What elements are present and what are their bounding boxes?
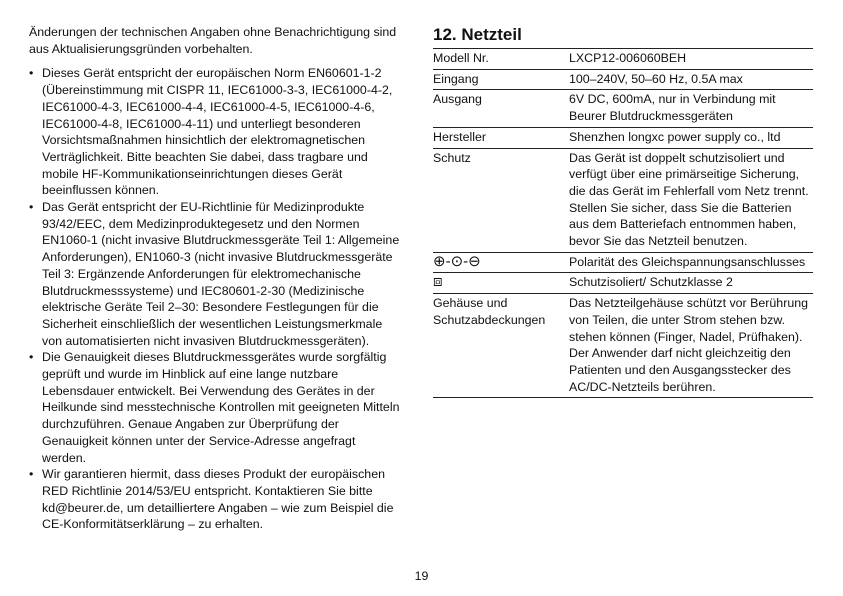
- spec-key: Schutz: [433, 148, 569, 252]
- spec-value: Das Netzteilgehäuse schützt vor Berührung von Teilen, die unter Strom stehen bzw. stehen können (Finger, Nadel, Prüfhaken). Der Anwender darf nicht gleichzeitig den Patienten und den Ausgangsstecker des AC/DC-Netzteils berühren.: [569, 294, 813, 398]
- bullet-icon: •: [29, 66, 34, 81]
- table-row: [433, 49, 813, 70]
- spec-value: Shenzhen longxc power supply co., ltd: [569, 127, 813, 148]
- table-row: [433, 90, 813, 127]
- spec-key: Ausgang: [433, 90, 569, 127]
- polarity-icon: ⊕-⊙-⊖: [433, 252, 569, 273]
- table-row: [433, 69, 813, 90]
- spec-key: Gehäuse und Schutzabdeckungen: [433, 294, 569, 398]
- list-item: [29, 65, 401, 199]
- intro-text: Änderungen der technischen Angaben ohne Benachrichtigung sind aus Aktualisierungsgründen vorbehalten.: [29, 25, 397, 56]
- right-column: [433, 24, 813, 398]
- spec-key: Hersteller: [433, 127, 569, 148]
- bullet-icon: •: [29, 350, 34, 365]
- list-item-text: Das Gerät entspricht der EU-Richtlinie für Medizinprodukte 93/42/EEC, dem Medizinproduktegesetz und den Normen EN1060-1 (nicht invasive Blutdruckmessgeräte Teil 1: Allgemeine Anforderungen), EN1060-3 (nicht invasive Blutdruckmessgeräte Teil 3: Ergänzende Anforderungen für elektromechanische Blutdruckmesssysteme) und IEC80601-2-30 (Medizinische elektrische Geräte Teil 2–30: Besondere Festlegungen für die Sicherheit einschließlich der wesentlichen Leistungsmerkmale von automatisierten nicht invasiven Blutdruckmessgeräten).: [42, 200, 400, 348]
- bullet-icon: •: [29, 467, 34, 482]
- table-row: [433, 127, 813, 148]
- spec-value: Schutzisoliert/ Schutzklasse 2: [569, 273, 813, 294]
- spec-value: 100–240V, 50–60 Hz, 0.5A max: [569, 69, 813, 90]
- spec-value: LXCP12-006060BEH: [569, 49, 813, 70]
- list-item: [29, 466, 401, 533]
- left-column: [29, 24, 401, 533]
- table-row: [433, 148, 813, 252]
- list-item: [29, 199, 401, 349]
- bullet-list: [29, 65, 401, 533]
- section-heading: 12. Netzteil: [433, 25, 522, 44]
- spec-value: Das Gerät ist doppelt schutzisoliert und verfügt über eine primärseitige Sicherung, die das Gerät im Fehlerfall vom Netz trennt. Stellen Sie sicher, dass Sie die Batterien aus dem Batteriefach entnommen haben, bevor Sie das Netzteil benutzen.: [569, 148, 813, 252]
- list-item-text: Wir garantieren hiermit, dass dieses Produkt der europäischen RED Richtlinie 2014/53/EU entspricht. Kontaktieren Sie bitte kd@beurer.de, um detailliertere Angaben – wie zum Beispiel die CE-Konformitätserklärung – zu erhalten.: [42, 467, 394, 532]
- spec-value: Polarität des Gleichspannungsanschlusses: [569, 252, 813, 273]
- bullet-icon: •: [29, 200, 34, 215]
- list-item: [29, 349, 401, 466]
- spec-table: [433, 48, 813, 398]
- spec-value: 6V DC, 600mA, nur in Verbindung mit Beurer Blutdruckmessgeräten: [569, 90, 813, 127]
- list-item-text: Dieses Gerät entspricht der europäischen Norm EN60601-1-2 (Übereinstimmung mit CISPR 11, IEC61000-3-3, IEC61000-4-2, IEC61000-4-3, IEC61000-4-4, IEC61000-4-5, IEC61000-4-6, IEC61000-4-8, IEC61000-4-11) und unterliegt besonderen Vorsichtsmaßnahmen hinsichtlich der elektromagnetischen Verträglichkeit. Bitte beachten Sie dabei, dass tragbare und mobile HF-Kommunikationseinrichtungen dieses Gerät beeinflussen können.: [42, 66, 393, 198]
- page-number: 19: [414, 569, 429, 583]
- table-row: [433, 294, 813, 398]
- protection-class-icon: ⧈: [433, 273, 569, 294]
- spec-key: Modell Nr.: [433, 49, 569, 70]
- list-item-text: Die Genauigkeit dieses Blutdruckmessgerätes wurde sorgfältig geprüft und wurde im Hinblick auf eine lange nutzbare Lebensdauer entwickelt. Bei Verwendung des Gerätes in der Heilkunde sind messtechnische Kontrollen mit geeigneten Mitteln durchzuführen. Genaue Angaben zur Überprüfung der Genauigkeit können unter der Service-Adresse angefragt werden.: [42, 350, 400, 465]
- table-row: [433, 252, 813, 273]
- spec-key: Eingang: [433, 69, 569, 90]
- table-row: [433, 273, 813, 294]
